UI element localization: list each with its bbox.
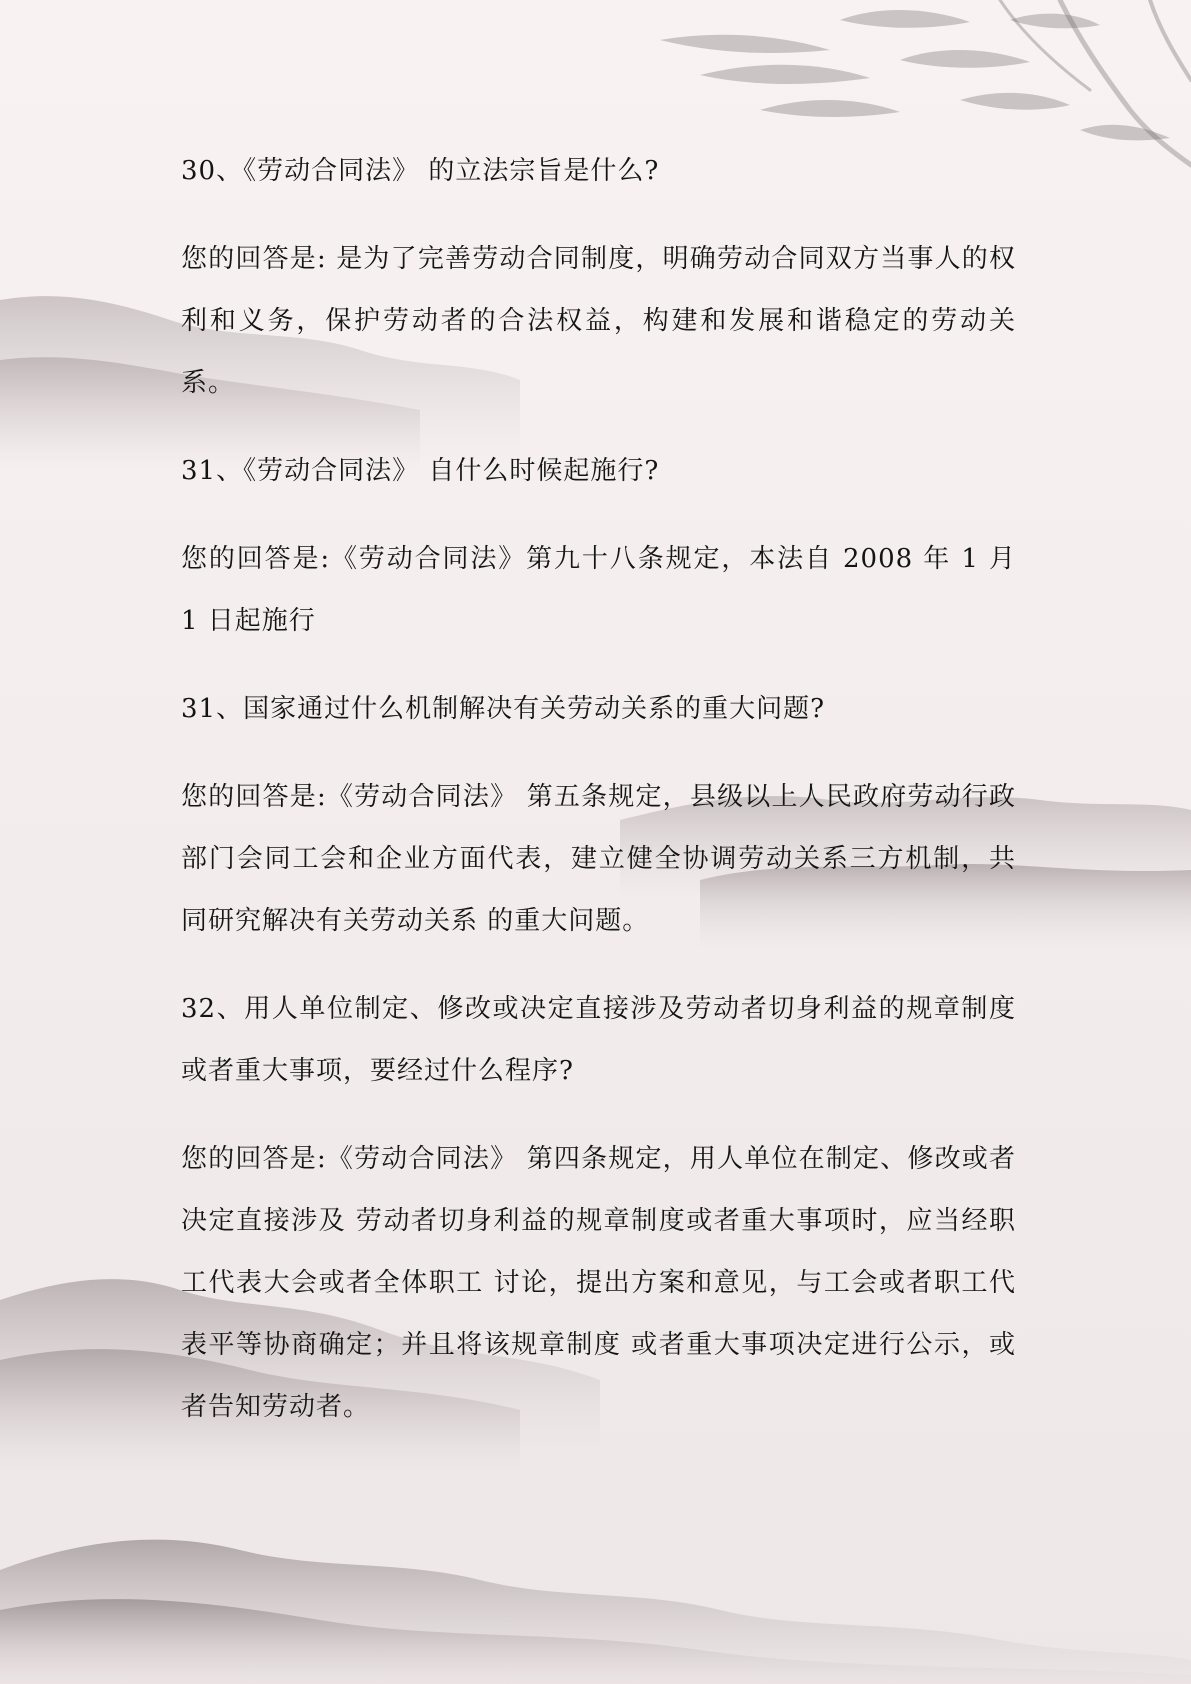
answer-31-mechanism: 您的回答是:《劳动合同法》 第五条规定，县级以上人民政府劳动行政部门会同工会和企业方面代表，建立健全协调劳动关系三方机制，共同研究解决有关劳动关系 的重大问题。 bbox=[181, 782, 1016, 936]
question-32: 32、用人单位制定、修改或决定直接涉及劳动者切身利益的规章制度或者重大事项，要经过什么程序? bbox=[181, 994, 1016, 1086]
question-31-mechanism: 31、国家通过什么机制解决有关劳动关系的重大问题? bbox=[181, 694, 826, 724]
question-30: 30、《劳动合同法》 的立法宗旨是什么? bbox=[181, 156, 660, 186]
qa-content bbox=[181, 140, 1016, 1464]
answer-32: 您的回答是:《劳动合同法》 第四条规定，用人单位在制定、修改或者决定直接涉及 劳动者切身利益的规章制度或者重大事项时，应当经职工代表大会或者全体职工 讨论，提出方案和意见，与工会或者职工代表平等协商确定；并且将该规章制度 或者重大事项决定进行公示，或者告知劳动者。 bbox=[181, 1144, 1016, 1422]
answer-31-effective-date: 您的回答是:《劳动合同法》第九十八条规定，本法自 2008 年 1 月 1 日起施行 bbox=[181, 544, 1016, 636]
answer-30: 您的回答是: 是为了完善劳动合同制度，明确劳动合同双方当事人的权利和义务，保护劳动者的合法权益，构建和发展和谐稳定的劳动关系。 bbox=[181, 244, 1016, 398]
question-31-effective-date: 31、《劳动合同法》 自什么时候起施行? bbox=[181, 456, 660, 486]
